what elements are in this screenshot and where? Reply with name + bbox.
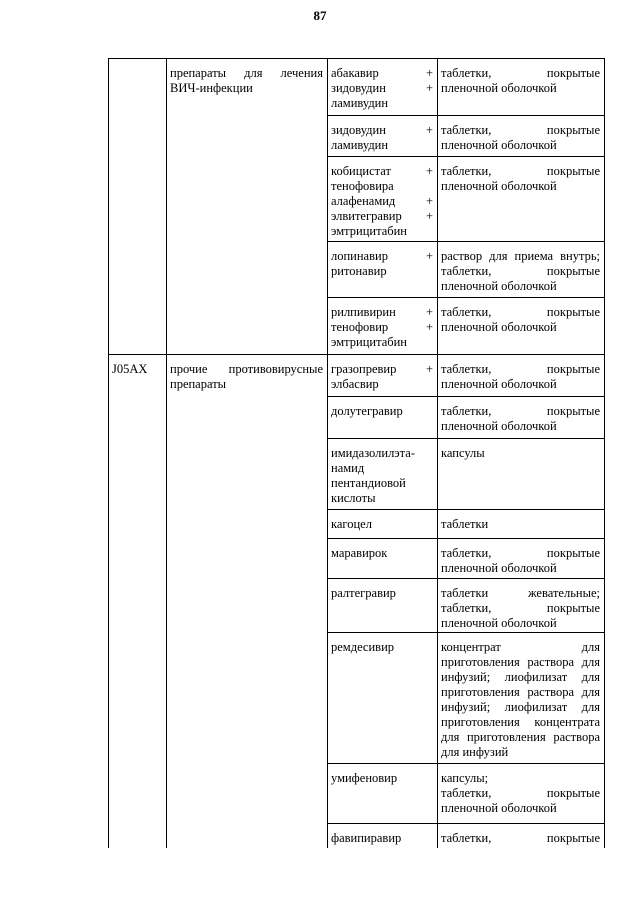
drug-name: имидазолилэта- bbox=[331, 446, 416, 460]
dosage-form-line: таблетки, покрытые bbox=[441, 831, 600, 845]
table-col-border bbox=[437, 58, 438, 848]
dosage-form-line: таблетки, покрытые bbox=[441, 66, 600, 80]
combination-plus bbox=[429, 831, 433, 846]
dosage-form-line: таблетки, покрытые bbox=[441, 305, 600, 319]
drug-line bbox=[331, 546, 433, 561]
table-row-border bbox=[327, 538, 605, 539]
drug-name: тенофовира bbox=[331, 179, 394, 193]
drug-name: кислоты bbox=[331, 491, 376, 505]
drug-line bbox=[331, 362, 433, 377]
combination-plus bbox=[429, 264, 433, 279]
dosage-form-line: пленочной оболочкой bbox=[441, 81, 557, 95]
drug-line bbox=[331, 771, 433, 786]
drug-name: ламивудин bbox=[331, 96, 389, 110]
combination-plus: + bbox=[425, 123, 433, 137]
drug-name-cell bbox=[331, 305, 433, 350]
dosage-form-line: таблетки, покрытые bbox=[441, 264, 600, 278]
table-row-border bbox=[327, 396, 605, 397]
combination-plus: + bbox=[425, 249, 433, 263]
combination-plus: + bbox=[425, 66, 433, 80]
drug-line bbox=[331, 264, 433, 279]
drug-line bbox=[331, 164, 433, 179]
drug-name: пентандиовой bbox=[331, 476, 406, 490]
drug-name-cell bbox=[331, 123, 433, 153]
dosage-form-line: таблетки, покрытые bbox=[441, 362, 600, 376]
drug-name: элвитегравир bbox=[331, 209, 402, 223]
drug-name: ритонавир bbox=[331, 264, 387, 278]
dosage-form-line: приготовления раствора для bbox=[441, 685, 600, 699]
drug-name: зидовудин bbox=[331, 81, 386, 95]
dosage-form-line: таблетки, покрытые bbox=[441, 123, 600, 137]
drug-name: лопинавир bbox=[331, 249, 388, 263]
drug-name-cell bbox=[331, 66, 433, 111]
dosage-form-cell bbox=[441, 404, 600, 434]
dosage-form-line: пленочной оболочкой bbox=[441, 419, 557, 433]
dosage-form-line: приготовления раствора для bbox=[441, 655, 600, 669]
drug-line bbox=[331, 320, 433, 335]
combination-plus bbox=[429, 179, 433, 194]
drug-name-cell bbox=[331, 586, 433, 601]
dosage-form-cell bbox=[441, 517, 600, 532]
drug-line bbox=[331, 209, 433, 224]
dosage-form-line: таблетки жевательные; bbox=[441, 586, 600, 600]
combination-plus: + bbox=[425, 362, 433, 376]
table-col-border bbox=[108, 58, 109, 848]
atc-code: J05AX bbox=[112, 362, 148, 376]
table-col-border bbox=[166, 58, 167, 848]
drug-name: гразопревир bbox=[331, 362, 397, 376]
drug-line bbox=[331, 831, 433, 846]
dosage-form-line: таблетки, покрытые bbox=[441, 404, 600, 418]
combination-plus bbox=[429, 446, 433, 461]
table-top-border bbox=[108, 58, 605, 59]
drug-name: зидовудин bbox=[331, 123, 386, 137]
combination-plus: + bbox=[425, 305, 433, 319]
table-row-border bbox=[327, 578, 605, 579]
drug-line bbox=[331, 517, 433, 532]
drug-line bbox=[331, 476, 433, 491]
drug-name-cell bbox=[331, 249, 433, 279]
drug-line bbox=[331, 194, 433, 209]
combination-plus: + bbox=[425, 320, 433, 334]
drug-line bbox=[331, 377, 433, 392]
dosage-form-cell bbox=[441, 66, 600, 96]
drug-line bbox=[331, 179, 433, 194]
drug-name: намид bbox=[331, 461, 365, 475]
dosage-form-line: таблетки, покрытые bbox=[441, 786, 600, 800]
drug-name: кагоцел bbox=[331, 517, 372, 531]
table-row-border bbox=[327, 241, 605, 242]
table-col-border bbox=[327, 58, 328, 848]
drug-line bbox=[331, 305, 433, 320]
drug-name-cell bbox=[331, 831, 433, 846]
dosage-form-cell bbox=[441, 123, 600, 153]
drug-name: эмтрицитабин bbox=[331, 335, 408, 349]
combination-plus bbox=[429, 586, 433, 601]
dosage-form-line: таблетки, покрытые bbox=[441, 546, 600, 560]
drug-name: алафенамид bbox=[331, 194, 396, 208]
dosage-form-cell bbox=[441, 305, 600, 335]
table-group-border bbox=[108, 354, 605, 355]
drug-name: абакавир bbox=[331, 66, 379, 80]
drug-line bbox=[331, 96, 433, 111]
dosage-form-line: таблетки, покрытые bbox=[441, 164, 600, 178]
dosage-form-line: пленочной оболочкой bbox=[441, 561, 557, 575]
dosage-form-line: раствор для приема внутрь; bbox=[441, 249, 600, 263]
dosage-form-line: концентрат для bbox=[441, 640, 600, 654]
combination-plus bbox=[429, 461, 433, 476]
drug-line bbox=[331, 224, 433, 239]
table-row-border bbox=[327, 632, 605, 633]
drug-name: маравирок bbox=[331, 546, 388, 560]
combination-plus bbox=[429, 138, 433, 153]
combination-plus bbox=[429, 546, 433, 561]
drug-name-cell bbox=[331, 771, 433, 786]
drug-name: тенофовир bbox=[331, 320, 389, 334]
dosage-form-line: капсулы; bbox=[441, 771, 489, 785]
dosage-form-line: пленочной оболочкой bbox=[441, 377, 557, 391]
dosage-form-line: таблетки bbox=[441, 517, 489, 531]
combination-plus: + bbox=[425, 164, 433, 178]
combination-plus: + bbox=[425, 209, 433, 223]
dosage-form-line: для приготовления раствора bbox=[441, 730, 600, 744]
drug-name: кобицистат bbox=[331, 164, 391, 178]
dosage-form-line: приготовления концентрата bbox=[441, 715, 600, 729]
drug-line bbox=[331, 404, 433, 419]
dosage-form-line: пленочной оболочкой bbox=[441, 801, 557, 815]
combination-plus bbox=[429, 224, 433, 239]
table-row-border bbox=[327, 763, 605, 764]
dosage-form-line: пленочной оболочкой bbox=[441, 279, 557, 293]
dosage-form-cell bbox=[441, 446, 600, 461]
drug-line bbox=[331, 138, 433, 153]
dosage-form-line: капсулы bbox=[441, 446, 485, 460]
combination-plus bbox=[429, 640, 433, 655]
table-row-border bbox=[327, 115, 605, 116]
dosage-form-cell bbox=[441, 831, 600, 846]
combination-plus bbox=[429, 517, 433, 532]
drug-name-cell bbox=[331, 640, 433, 655]
combination-plus bbox=[429, 491, 433, 506]
dosage-form-line: пленочной оболочкой bbox=[441, 138, 557, 152]
dosage-form-cell bbox=[441, 771, 600, 816]
dosage-form-line: инфузий; лиофилизат для bbox=[441, 670, 600, 684]
pharmacological-group: препараты для лечения ВИЧ-инфекции bbox=[170, 66, 323, 95]
dosage-form-cell bbox=[441, 640, 600, 760]
combination-plus: + bbox=[425, 194, 433, 208]
drug-line bbox=[331, 586, 433, 601]
drug-name: долутегравир bbox=[331, 404, 403, 418]
table-row-border bbox=[327, 823, 605, 824]
table-row-border bbox=[327, 438, 605, 439]
dosage-form-cell bbox=[441, 546, 600, 576]
combination-plus bbox=[429, 96, 433, 111]
drug-name: рилпивирин bbox=[331, 305, 396, 319]
drug-name: фавипиравир bbox=[331, 831, 402, 845]
drug-line bbox=[331, 446, 433, 461]
drug-name-cell bbox=[331, 546, 433, 561]
combination-plus bbox=[429, 771, 433, 786]
dosage-form-line: таблетки, покрытые bbox=[441, 601, 600, 615]
table-row-border bbox=[327, 297, 605, 298]
combination-plus bbox=[429, 335, 433, 350]
dosage-form-line: пленочной оболочкой bbox=[441, 320, 557, 334]
combination-plus bbox=[429, 377, 433, 392]
page-number: 87 bbox=[313, 8, 327, 23]
drug-name-cell bbox=[331, 404, 433, 419]
dosage-form-cell bbox=[441, 249, 600, 294]
drug-line bbox=[331, 491, 433, 506]
dosage-form-cell bbox=[441, 586, 600, 631]
drug-line bbox=[331, 123, 433, 138]
combination-plus: + bbox=[425, 81, 433, 95]
dosage-form-line: для инфузий bbox=[441, 745, 509, 759]
dosage-form-line: инфузий; лиофилизат для bbox=[441, 700, 600, 714]
drug-name: элбасвир bbox=[331, 377, 379, 391]
table-row-border bbox=[327, 156, 605, 157]
dosage-form-line: пленочной оболочкой bbox=[441, 179, 557, 193]
pharmacological-group: прочие противовирусные препараты bbox=[170, 362, 323, 391]
drug-line bbox=[331, 66, 433, 81]
combination-plus bbox=[429, 404, 433, 419]
table-col-border bbox=[604, 58, 605, 848]
drug-line bbox=[331, 335, 433, 350]
combination-plus bbox=[429, 476, 433, 491]
drug-line bbox=[331, 81, 433, 96]
drug-name-cell bbox=[331, 446, 433, 506]
drug-name: ремдесивир bbox=[331, 640, 395, 654]
drug-line bbox=[331, 461, 433, 476]
drug-name-cell bbox=[331, 164, 433, 239]
drug-name: ламивудин bbox=[331, 138, 389, 152]
drug-line bbox=[331, 640, 433, 655]
drug-name: эмтрицитабин bbox=[331, 224, 408, 238]
drug-name: умифеновир bbox=[331, 771, 398, 785]
dosage-form-cell bbox=[441, 164, 600, 194]
drug-line bbox=[331, 249, 433, 264]
dosage-form-line: пленочной оболочкой bbox=[441, 616, 557, 630]
drug-name-cell bbox=[331, 362, 433, 392]
drug-name-cell bbox=[331, 517, 433, 532]
table-row-border bbox=[327, 509, 605, 510]
drug-name: ралтегравир bbox=[331, 586, 396, 600]
dosage-form-cell bbox=[441, 362, 600, 392]
